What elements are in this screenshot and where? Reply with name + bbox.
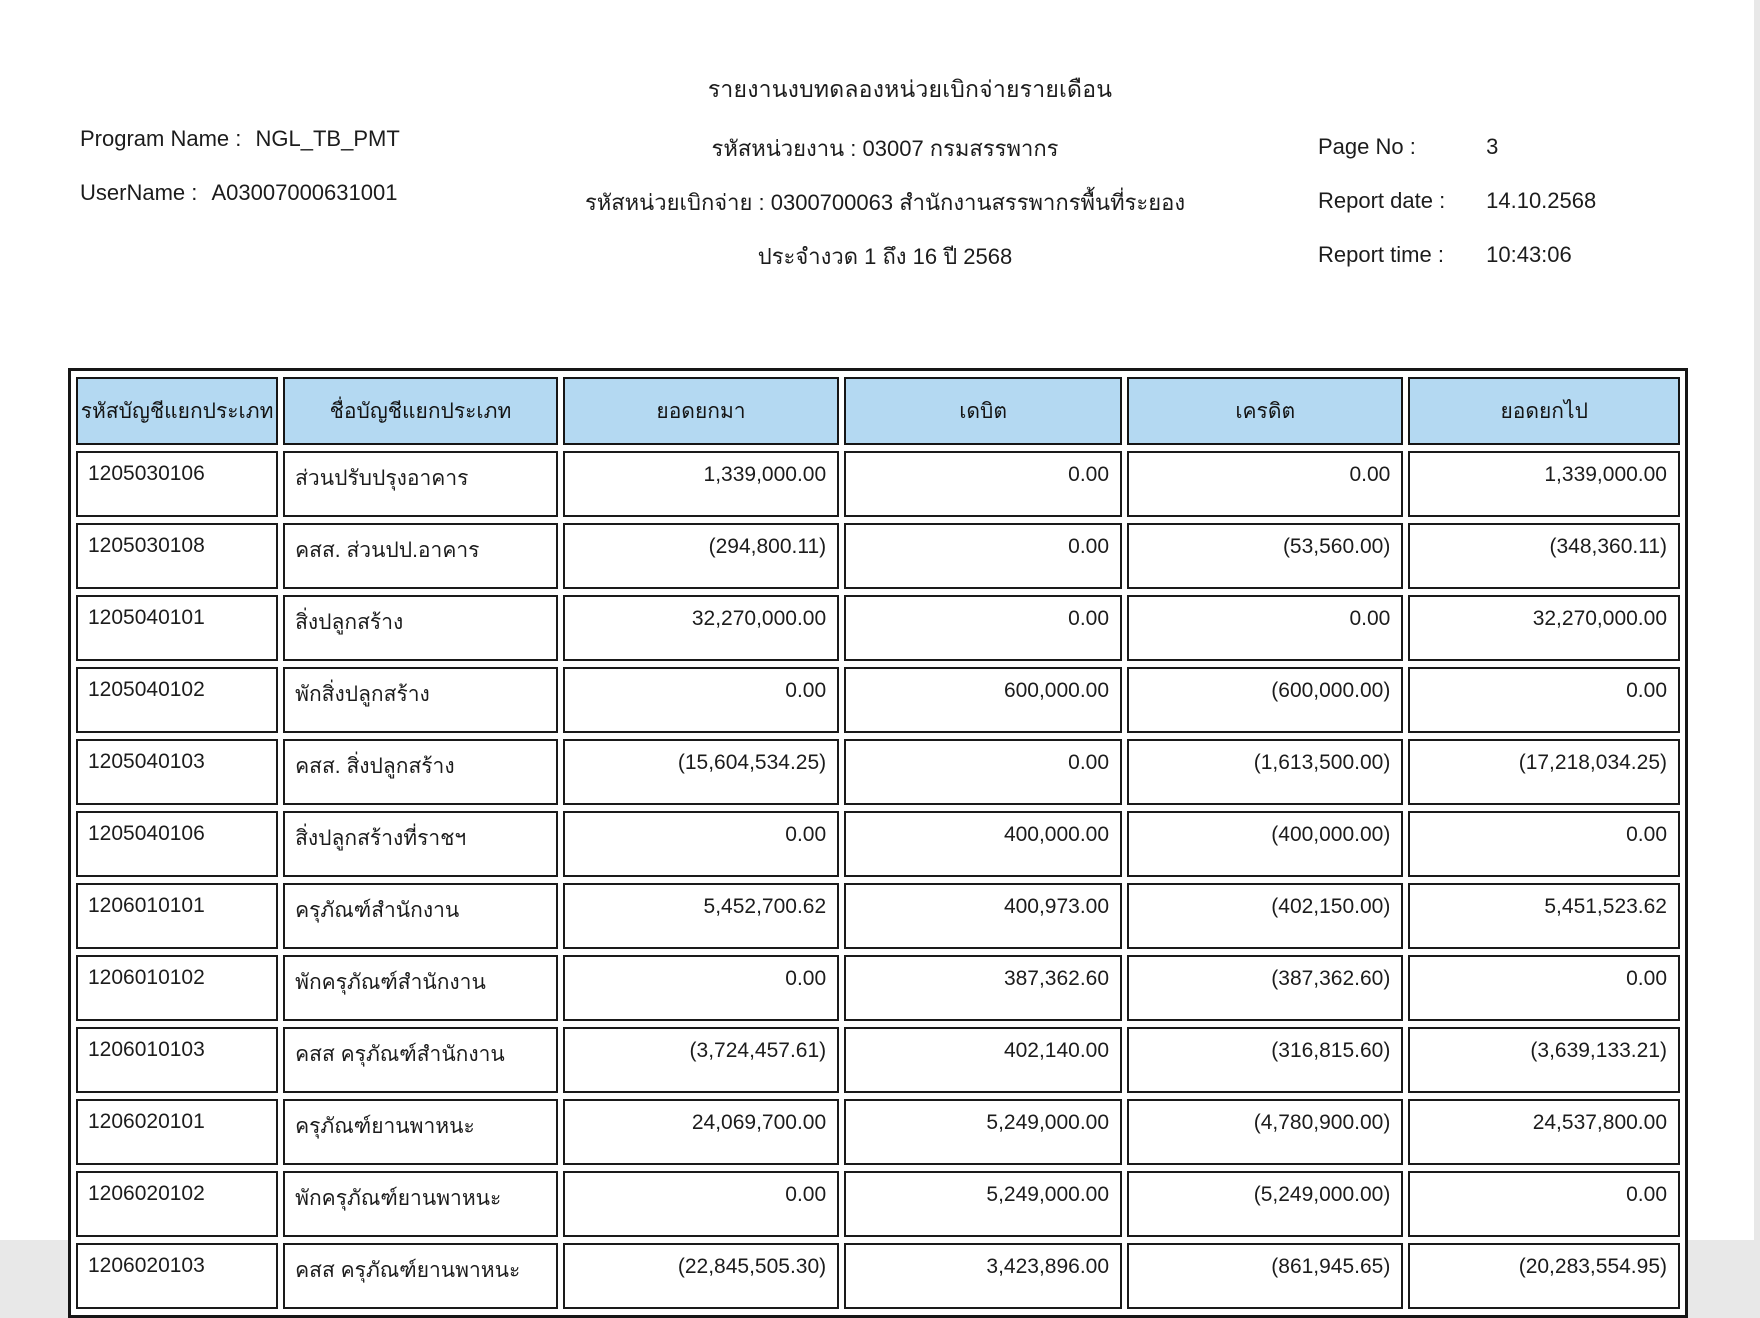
page-title: รายงานงบทดลองหน่วยเบิกจ่ายรายเดือน [707,76,1113,102]
program-name-line [80,126,400,152]
username-line [80,180,397,206]
account-code-cell: 1205030108 [76,523,278,589]
credit-cell: 0.00 [1127,451,1403,517]
debit-cell: 0.00 [844,451,1122,517]
account-code-cell: 1206010102 [76,955,278,1021]
account-name-cell: สิ่งปลูกสร้าง [283,595,558,661]
account-name-cell: พักครุภัณฑ์สำนักงาน [283,955,558,1021]
account-code-cell: 1206020102 [76,1171,278,1237]
credit-cell: 0.00 [1127,595,1403,661]
table-row [76,883,1680,949]
report-date-line [1318,188,1596,214]
trial-balance-table [68,368,1688,1318]
balance-carried-forward-cell: 0.00 [1408,955,1680,1021]
debit-cell: 5,249,000.00 [844,1171,1122,1237]
balance-carried-forward-cell: 1,339,000.00 [1408,451,1680,517]
account-code-cell: 1205040106 [76,811,278,877]
table-row [76,1243,1680,1309]
report-date-label: Report date : [1318,188,1446,213]
page-no-value: 3 [1486,134,1499,159]
balance-brought-forward-cell: 1,339,000.00 [563,451,839,517]
account-name-cell: สิ่งปลูกสร้างที่ราชฯ [283,811,558,877]
credit-cell: (53,560.00) [1127,523,1403,589]
debit-cell: 402,140.00 [844,1027,1122,1093]
debit-cell: 387,362.60 [844,955,1122,1021]
account-code-cell: 1205040102 [76,667,278,733]
table-row [76,1027,1680,1093]
program-name-label: Program Name : [80,126,242,151]
debit-cell: 0.00 [844,523,1122,589]
column-header-balance-carried-forward: ยอดยกไป [1408,377,1680,445]
credit-cell: (4,780,900.00) [1127,1099,1403,1165]
balance-brought-forward-cell: (15,604,534.25) [563,739,839,805]
account-code-cell: 1206020103 [76,1243,278,1309]
balance-brought-forward-cell: 32,270,000.00 [563,595,839,661]
balance-carried-forward-cell: 0.00 [1408,667,1680,733]
account-name-cell: พักสิ่งปลูกสร้าง [283,667,558,733]
column-header-debit: เดบิต [844,377,1122,445]
account-code-cell: 1206010101 [76,883,278,949]
debit-cell: 400,973.00 [844,883,1122,949]
balance-carried-forward-cell: 32,270,000.00 [1408,595,1680,661]
debit-cell: 400,000.00 [844,811,1122,877]
username-value: A03007000631001 [211,180,398,205]
account-name-cell: พักครุภัณฑ์ยานพาหนะ [283,1171,558,1237]
table-body [76,451,1680,1309]
balance-carried-forward-cell: (17,218,034.25) [1408,739,1680,805]
debit-cell: 3,423,896.00 [844,1243,1122,1309]
credit-cell: (387,362.60) [1127,955,1403,1021]
table-row [76,1171,1680,1237]
account-name-cell: คสส. สิ่งปลูกสร้าง [283,739,558,805]
balance-carried-forward-cell: 24,537,800.00 [1408,1099,1680,1165]
table-row [76,451,1680,517]
account-code-cell: 1205040103 [76,739,278,805]
report-time-label: Report time : [1318,242,1444,267]
table-row [76,811,1680,877]
column-header-credit: เครดิต [1127,377,1403,445]
balance-brought-forward-cell: 5,452,700.62 [563,883,839,949]
credit-cell: (1,613,500.00) [1127,739,1403,805]
debit-cell: 0.00 [844,739,1122,805]
account-name-cell: ส่วนปรับปรุงอาคาร [283,451,558,517]
credit-cell: (400,000.00) [1127,811,1403,877]
credit-cell: (5,249,000.00) [1127,1171,1403,1237]
table-row [76,1099,1680,1165]
period-line: ประจำงวด 1 ถึง 16 ปี 2568 [757,244,1013,269]
account-code-cell: 1205040101 [76,595,278,661]
username-label: UserName : [80,180,198,205]
credit-cell: (316,815.60) [1127,1027,1403,1093]
table-row [76,595,1680,661]
agency-code-line: รหัสหน่วยงาน : 03007 กรมสรรพากร [711,136,1059,161]
page-no-label: Page No : [1318,134,1416,159]
balance-brought-forward-cell: 0.00 [563,811,839,877]
balance-brought-forward-cell: 0.00 [563,1171,839,1237]
balance-brought-forward-cell: (3,724,457.61) [563,1027,839,1093]
account-code-cell: 1206010103 [76,1027,278,1093]
balance-carried-forward-cell: 0.00 [1408,811,1680,877]
credit-cell: (861,945.65) [1127,1243,1403,1309]
balance-carried-forward-cell: (3,639,133.21) [1408,1027,1680,1093]
balance-brought-forward-cell: 24,069,700.00 [563,1099,839,1165]
balance-brought-forward-cell: (294,800.11) [563,523,839,589]
balance-brought-forward-cell: (22,845,505.30) [563,1243,839,1309]
column-header-balance-brought-forward: ยอดยกมา [563,377,839,445]
balance-carried-forward-cell: (20,283,554.95) [1408,1243,1680,1309]
column-header-account-name: ชื่อบัญชีแยกประเภท [283,377,558,445]
table-header-row [76,377,1680,445]
report-time-line [1318,242,1572,268]
table-row [76,523,1680,589]
account-name-cell: ครุภัณฑ์ยานพาหนะ [283,1099,558,1165]
table-row [76,667,1680,733]
debit-cell: 0.00 [844,595,1122,661]
credit-cell: (600,000.00) [1127,667,1403,733]
balance-carried-forward-cell: 0.00 [1408,1171,1680,1237]
balance-carried-forward-cell: (348,360.11) [1408,523,1680,589]
debit-cell: 5,249,000.00 [844,1099,1122,1165]
balance-brought-forward-cell: 0.00 [563,955,839,1021]
debit-cell: 600,000.00 [844,667,1122,733]
account-name-cell: คสส ครุภัณฑ์ยานพาหนะ [283,1243,558,1309]
account-name-cell: คสส. ส่วนปป.อาคาร [283,523,558,589]
credit-cell: (402,150.00) [1127,883,1403,949]
table-row [76,739,1680,805]
balance-carried-forward-cell: 5,451,523.62 [1408,883,1680,949]
account-code-cell: 1205030106 [76,451,278,517]
report-date-value: 14.10.2568 [1486,188,1597,213]
program-name-value: NGL_TB_PMT [255,126,400,151]
page-no-line [1318,134,1498,160]
column-header-account-code: รหัสบัญชีแยกประเภท [76,377,278,445]
disbursement-unit-line: รหัสหน่วยเบิกจ่าย : 0300700063 สำนักงานสรรพากรพื้นที่ระยอง [584,190,1186,215]
account-name-cell: ครุภัณฑ์สำนักงาน [283,883,558,949]
account-code-cell: 1206020101 [76,1099,278,1165]
report-time-value: 10:43:06 [1486,242,1572,267]
account-name-cell: คสส ครุภัณฑ์สำนักงาน [283,1027,558,1093]
balance-brought-forward-cell: 0.00 [563,667,839,733]
table-row [76,955,1680,1021]
